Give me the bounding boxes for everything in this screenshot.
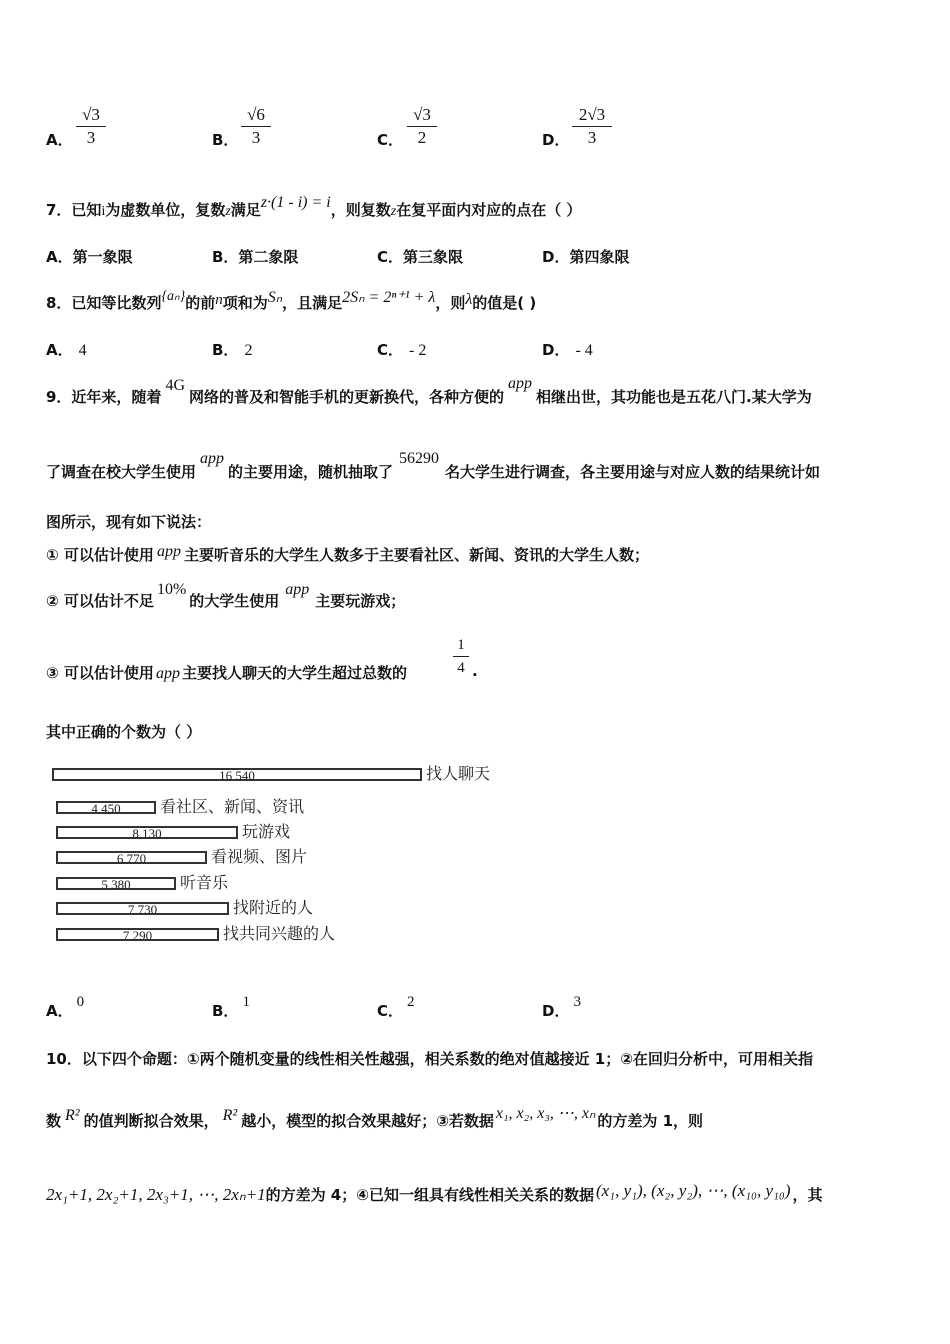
q6-option-b-den: 3 [251,128,261,147]
q7-option-d: D．第四象限 [542,248,630,266]
q8-stem-text-6: 的值是( ) [472,294,537,312]
q9-app: app [508,375,533,392]
bar-category-label-5: 找附近的人 [233,898,314,917]
q6-option-a-fraction [76,105,106,148]
q9-line-1: 9．近年来，随着4G网络的普及和智能手机的更新换代，各种方便的app相继出世，其功能也是五花八门.某大学为 [46,375,812,406]
q7-stem-text-4: ，则复数 [330,201,391,219]
q6-option-d-num: 2√3 [578,105,606,124]
q10-data-x: x₁, x₂, x₃, ⋯, xₙ [495,1105,596,1122]
q9-statement-1: ① 可以估计使用 app 主要听音乐的大学生人数多于主要看社区、新闻、资讯的大学生人数； [46,543,649,564]
q8-lambda-symbol: λ [465,291,473,308]
q7-i-symbol: i [101,204,106,219]
q8-option-b: B． 2 [212,341,253,359]
q8-stem-text-3: 项和为 [222,294,268,312]
q6-option-d-label: D． [542,131,570,149]
q6-option-c-num: √3 [413,105,431,124]
q6-option-d-den: 3 [587,128,597,147]
bar-value-label-2: 8 130 [132,826,162,841]
q6-option-c-den: 2 [417,128,427,147]
q8-stem-text-2: 的前 [185,294,216,312]
q7-equation: z·(1 - i) = i [260,194,331,211]
q9-statement-2: ② 可以估计不足10%的大学生使用app主要玩游戏； [46,581,406,610]
q9-4g: 4G [165,377,186,394]
q7-stem [46,194,582,220]
q7-option-a: A．第一象限 [46,248,133,266]
bar-category-label-4: 听音乐 [180,873,229,892]
q9-question: 其中正确的个数为（ ） [46,723,202,741]
bar-value-label-5: 7 730 [127,902,158,917]
q9-line-2: 了调查在校大学生使用app的主要用途，随机抽取了56290名大学生进行调查，各主要用途与对应人数的结果统计如 [46,450,821,481]
usage-bar-chart [52,764,512,958]
q9-ten-percent: 10% [156,581,187,598]
bar-category-label-6: 找共同兴趣的人 [223,924,336,943]
q7-option-b: B．第二象限 [212,248,299,266]
q8-option-d: D． - 4 [542,341,593,359]
q8-option-a: A． 4 [46,341,87,359]
q9-statement-3: ③ 可以估计使用 app 主要找人聊天的大学生超过总数的 [46,664,407,682]
q6-option-a-num: √3 [82,105,100,124]
q8-stem-text-1: 8．已知等比数列 [46,294,162,312]
q7-stem-text-1: 7．已知 [46,201,102,219]
q9-statement-3-end: . [472,662,478,680]
q8-stem-text-4: ，且满足 [282,294,343,312]
q8-sequence: {aₙ} [161,289,186,304]
q8-n-symbol: n [215,292,223,308]
q7-z-symbol: z [225,204,231,219]
q7-z-symbol-2: z [390,204,397,219]
bar-category-label-1: 看社区、新闻、资讯 [160,797,305,816]
q10-line-3: 2x₁+1, 2x₂+1, 2x₃+1, ⋯, 2xₙ+1的方差为 4；④已知一组具有线性相关关系的数据 (x₁, y₁), (x₂, y₂), ⋯, (x₁₀, y₁₀) ，其 [46,1181,823,1204]
q9-option-c: C． 2 [377,994,415,1020]
q8-stem-text-5: ，则 [435,294,466,312]
q7-option-c: C．第三象限 [377,248,464,266]
q9-quarter-fraction: 1 4 [453,635,469,678]
q10-data-2x: 2x₁+1, 2x₂+1, 2x₃+1, ⋯, 2xₙ+1 [46,1185,266,1204]
q9-option-d: D． 3 [542,994,581,1020]
bar-category-label-0: 找人聊天 [426,764,491,783]
q8-equation: 2Sₙ = 2ⁿ⁺¹ + λ [342,289,436,306]
q6-option-a-den: 3 [86,128,96,147]
q10-line-1: 10．以下四个命题：①两个随机变量的线性相关性越强，相关系数的绝对值越接近 1；②在回归分析中，可用相关指 [46,1050,813,1068]
bar-category-label-2: 玩游戏 [242,822,291,841]
bar-value-label-4: 5 380 [101,877,131,892]
q7-stem-text-2: 为虚数单位，复数 [105,201,226,219]
q9-option-b: B． 1 [212,994,250,1020]
q7-stem-text-5: 在复平面内对应的点在（ ） [396,201,582,219]
bar-category-label-3: 看视频、图片 [211,847,308,866]
q6-option-b-label: B． [212,131,239,149]
bar-value-label-0: 16 540 [219,768,255,783]
q6-option-a-label: A． [46,131,73,149]
bar-value-label-1: 4 450 [91,801,121,816]
q9-line-3: 图所示，现有如下说法： [46,513,212,531]
q10-line-2: 数 R² 的值判断拟合效果， R² 越小，模型的拟合效果越好；③若数据 x₁, x₂, x₃, ⋯, xₙ 的方差为 1，则 [46,1105,704,1130]
bar-value-label-6: 7 290 [122,928,153,943]
q7-stem-text-3: 满足 [230,201,261,219]
q9-option-a: A． 0 [46,994,85,1020]
q10-r-squared: R² [65,1107,80,1124]
q6-option-d-fraction [572,105,612,148]
q6-option-b-num: √6 [247,105,265,124]
q6-option-c-fraction [407,105,437,148]
q10-data-pairs: (x₁, y₁), (x₂, y₂), ⋯, (x₁₀, y₁₀) [595,1181,791,1200]
q9-sample-size: 56290 [399,450,440,467]
q6-option-c-label: C． [377,131,404,149]
q8-stem [46,289,537,313]
bar-value-label-3: 6 770 [116,851,147,866]
q8-option-c: C． - 2 [377,341,427,359]
q8-sn-symbol: Sₙ [267,289,283,306]
q6-option-b-fraction [241,105,271,148]
